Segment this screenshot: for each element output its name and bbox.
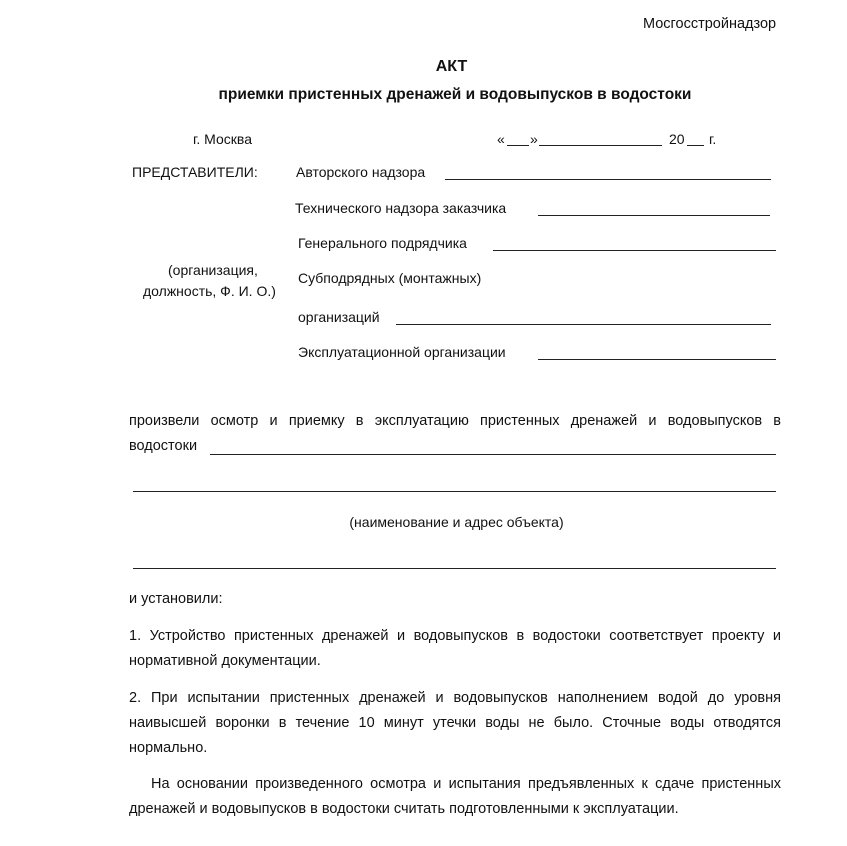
inspection-statement-line1: произвели осмотр и приемку в эксплуатацию пристенных дренажей и водовыпусков в: [129, 413, 781, 429]
finding-point-2: 2. При испытании пристенных дренажей и водовыпусков наполнением водой до уровня наивысшей воронки в течение 10 минут утечки воды не было. Сточные воды отводятся нормально.: [129, 690, 781, 756]
day-blank-line: [507, 145, 529, 146]
rep-operating-org-line: [538, 359, 776, 360]
object-name-line-1: [210, 454, 776, 455]
rep-general-contractor-label: Генерального подрядчика: [298, 235, 467, 251]
year-suffix: г.: [709, 131, 717, 147]
representatives-note-line2: должность, Ф. И. О.): [143, 283, 276, 299]
rep-customer-supervision-line: [538, 215, 770, 216]
rep-author-supervision-label: Авторского надзора: [296, 164, 426, 180]
conclusion-paragraph: На основании произведенного осмотра и испытания предъявленных к сдаче пристенных дренажей и водовыпусков в водостоки считать подготовленными к эксплуатации.: [129, 776, 781, 817]
city-label: г. Москва: [193, 131, 252, 147]
rep-organizations-line: [396, 324, 771, 325]
object-name-line-2: [133, 491, 776, 492]
rep-author-supervision-line: [445, 179, 771, 180]
document-title: АКТ: [435, 58, 468, 75]
finding-point-1: 1. Устройство пристенных дренажей и водовыпусков в водостоки соответствует проекту и нормативной документации.: [129, 628, 781, 669]
rep-subcontractors-label: Субподрядных (монтажных): [298, 270, 482, 286]
rep-customer-supervision-label: Технического надзора заказчика: [295, 200, 507, 216]
representatives-label: ПРЕДСТАВИТЕЛИ:: [132, 164, 258, 180]
object-name-line-3: [133, 568, 776, 569]
month-blank-line: [539, 145, 662, 146]
representatives-note-line1: (организация,: [168, 262, 258, 278]
year-prefix: 20: [669, 131, 685, 147]
object-caption: (наименование и адрес объекта): [349, 514, 564, 530]
document-subtitle: приемки пристенных дренажей и водовыпусков в водостоки: [218, 86, 692, 103]
inspection-statement-line2: водостоки: [129, 438, 198, 454]
rep-general-contractor-line: [493, 250, 776, 251]
organization-header: Мосгосстройнадзор: [643, 16, 777, 32]
rep-operating-org-label: Эксплуатационной организации: [298, 344, 506, 360]
year-blank-line: [687, 145, 704, 146]
rep-organizations-label: организаций: [298, 309, 380, 325]
date-quote-open: «: [497, 131, 505, 147]
date-quote-close: »: [530, 131, 538, 147]
established-label: и установили:: [129, 591, 223, 607]
